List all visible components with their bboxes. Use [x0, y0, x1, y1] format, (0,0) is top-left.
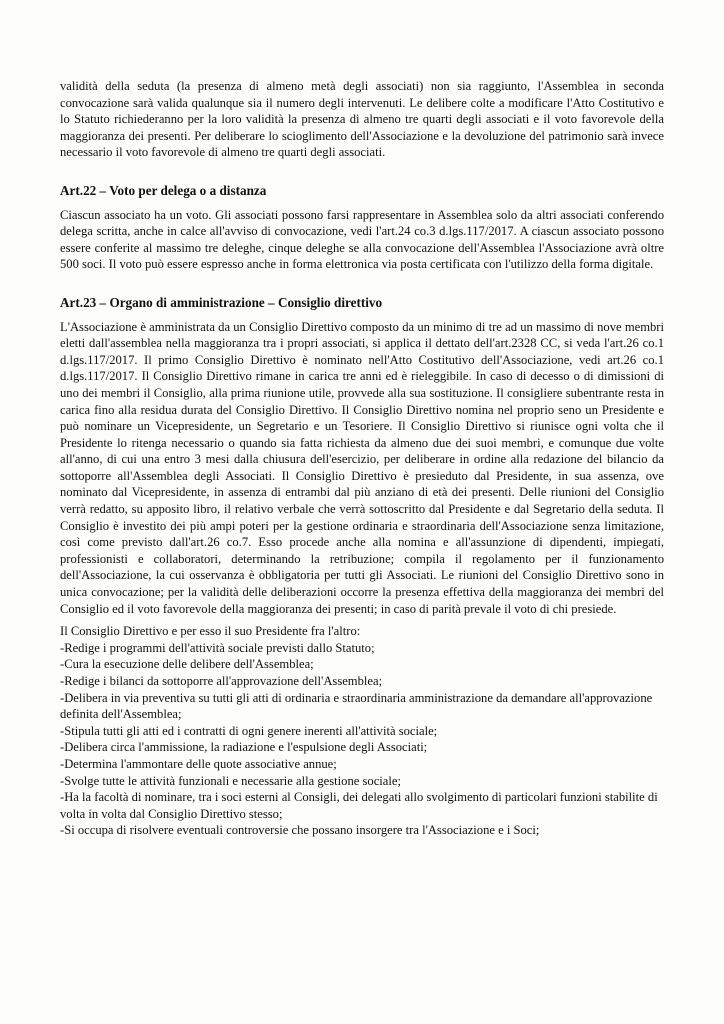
list-item: -Stipula tutti gli atti ed i contratti di ogni genere inerenti all'attività sociale;	[60, 723, 438, 738]
list-item: -Si occupa di risolvere eventuali controversie che possano insorgere tra l'Associazione e i Soci;	[60, 823, 540, 838]
list-item: -Determina l'ammontare delle quote associative annue;	[60, 756, 337, 771]
list-item: -Ha la facoltà di nominare, tra i soci esterni al Consigli, dei delegati allo svolgimento di particolari funzioni stabilite di volta in volta dal Consiglio Direttivo stesso;	[60, 790, 658, 821]
intro-paragraph: validità della seduta (la presenza di almeno metà degli associati) non sia raggiunto, l'Assemblea in seconda convocazione sarà valida qualunque sia il numero degli intervenuti. Le delibere colte a modificare l'Atto Costitutivo e lo Statuto richiederanno per la loro validità la presenza di almeno tre quarti degli associati e il voto favorevole della maggioranza dei presenti. Per deliberare lo scioglimento dell'Associazione e la devoluzione del patrimonio sarà invece necessario il voto favorevole di almeno tre quarti degli associati.	[60, 79, 664, 160]
art23-paragraph: L'Associazione è amministrata da un Consiglio Direttivo composto da un minimo di tre ad un massimo di nove membri eletti dall'assemblea nella maggioranza tra i propri associati, si applica il dettato dell'art.2328 CC, si veda l'art.26 co.1 d.lgs.117/2017. Il primo Consiglio Direttivo è nominato nell'Atto Costitutivo dell'Associazione, vedi art.26 co.1 d.lgs.117/2017. Il Consiglio Direttivo rimane in carica tre anni ed è rieleggibile. In caso di decesso o di dimissioni di uno dei membri il Consiglio, alla prima riunione utile, provvede alla sua sostituzione. Il consigliere subentrante resta in carica fino alla residua durata del Consiglio Direttivo. Il Consiglio Direttivo nomina nel proprio seno un Presidente e può nominare un Vicepresidente, un Segretario e un Tesoriere. Il Consiglio Direttivo si riunisce ogni volta che il Presidente lo ritenga necessario o quando sia fatta richiesta da almeno due dei suoi membri, e comunque due volte all'anno, di cui una entro 3 mesi dalla chiusura dell'esercizio, per deliberare in ordine alla redazione del bilancio da sottoporre all'Assemblea degli Associati. Il Consiglio Direttivo è presieduto dal Presidente, in sua assenza, ove nominato dal Vicepresidente, in assenza di entrambi dal più anziano di età dei presenti. Delle riunioni del Consiglio verrà redatto, su apposito libro, il relativo verbale che verrà sottoscritto dal Presidente e dal Segretario della seduta. Il Consiglio è investito dei più ampi poteri per la gestione ordinaria e straordinaria dell'Associazione senza limitazione, così come previsto dall'art.26 co.7. Esso procede anche alla nomina e all'assunzione di dipendenti, impiegati, professionisti e collaboratori, determinando la retribuzione; compila il regolamento per il funzionamento dell'Associazione, la cui osservanza è obbligatoria per tutti gli Associati. Le riunioni del Consiglio Direttivo sono in unica convocazione; per la validità delle deliberazioni occorre la presenza effettiva della maggioranza dei membri del Consiglio ed il voto favorevole della maggioranza dei presenti; in caso di parità prevale il voto di chi presiede.	[60, 319, 664, 616]
art23-duties-list	[60, 640, 664, 839]
list-item: -Redige i bilanci da sottoporre all'approvazione dell'Assemblea;	[60, 674, 383, 688]
list-item: -Delibera circa l'ammissione, la radiazione e l'espulsione degli Associati;	[60, 740, 428, 755]
art22-paragraph: Ciascun associato ha un voto. Gli associati possono farsi rappresentare in Assemblea solo da altri associati conferendo delega scritta, anche in calce all'avviso di convocazione, vedi l'art.24 co.3 d.lgs.117/2017. A ciascun associato possono essere conferite al massimo tre deleghe, cinque deleghe se alla convocazione dell'Assemblea l'Associazione avrà oltre 500 soci. Il voto può essere espresso anche in forma elettronica via posta certificata con l'utilizzo della forma digitale.	[60, 207, 664, 272]
art22-heading: Art.22 – Voto per delega o a distanza	[60, 182, 267, 198]
art23-list-intro: Il Consiglio Direttivo e per esso il suo Presidente fra l'altro:	[60, 624, 361, 639]
art23-heading: Art.23 – Organo di amministrazione – Consiglio direttivo	[60, 294, 383, 310]
list-item: -Redige i programmi dell'attività sociale previsti dallo Statuto;	[60, 640, 375, 655]
list-item: -Cura la esecuzione delle delibere dell'Assemblea;	[60, 657, 314, 672]
document-body	[60, 78, 664, 839]
list-item: -Svolge tutte le attività funzionali e necessarie alla gestione sociale;	[60, 773, 401, 788]
list-item: -Delibera in via preventiva su tutti gli atti di ordinaria e straordinaria amministrazione da demandare all'approvazione definita dell'Assemblea;	[60, 690, 653, 722]
